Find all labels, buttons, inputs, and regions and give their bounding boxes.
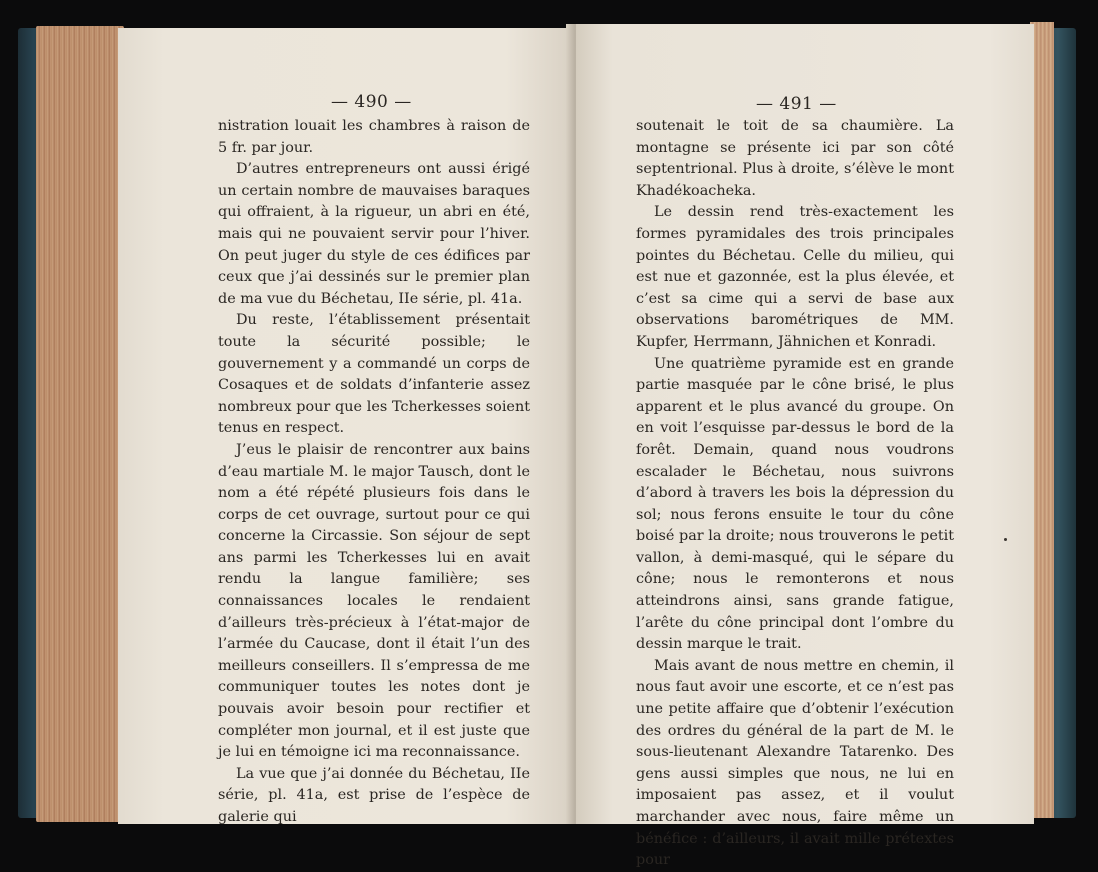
left-page-text <box>218 116 530 829</box>
left-page-number: — 490 — <box>331 92 412 112</box>
right-paragraph: soutenait le toit de sa chaumière. La montagne se présente ici par son côté septentrional. Plus à droite, s’élève le mont Khadékoacheka. <box>636 118 954 199</box>
right-paragraph: Mais avant de nous mettre en chemin, il nous faut avoir une escorte, et ce n’est pas une petite affaire que d’obtenir l’exécution des ordres du général de la part de M. le sous-lieutenant Alexandre Tatarenko. Des gens aussi simples que nous, ne lui en imposaient pas assez, et il voulut marchander avec nous, faire même un bénéfice : d’ailleurs, il avait mille prétextes pour <box>636 657 954 869</box>
left-paragraph: La vue que j’ai donnée du Béchetau, IIe série, pl. 41a, est prise de l’espèce de galerie qui <box>218 765 530 825</box>
page-edges-left <box>36 26 124 822</box>
right-page-text <box>636 116 954 872</box>
left-paragraph: D’autres entrepreneurs ont aussi érigé un certain nombre de mauvaises baraques qui offraient, à la rigueur, un abri en été, mais qui ne pouvaient servir pour l’hiver. On peut juger du style de ces édifices par ceux que j’ai dessinés sur le premier plan de ma vue du Béchetau, IIe série, pl. 41a. <box>218 161 530 307</box>
right-paragraph: Une quatrième pyramide est en grande partie masquée par le cône brisé, le plus apparent et le plus avancé du groupe. On en voit l’esquisse par-dessus le bord de la forêt. Demain, quand nous voudrons escalader le Béchetau, nous suivrons d’abord à travers les bois la dépression du sol; nous ferons ensuite le tour du cône boisé par la droite; nous trouverons le petit vallon, à demi-masqué, qui le sépare du cône; nous le remonterons et nous atteindrons ainsi, sans grande fatigue, l’arête du cône principal dont l’ombre du dessin marque le trait. <box>636 355 954 653</box>
right-paragraph: Le dessin rend très-exactement les formes pyramidales des trois principales pointes du Béchetau. Celle du milieu, qui est nue et gazonnée, est la plus élevée, et c’est sa cime qui a servi de base aux observations barométriques de MM. Kupfer, Herrmann, Jähnichen et Konradi. <box>636 204 954 350</box>
left-page <box>118 28 574 824</box>
left-paragraph: Du reste, l’établissement présentait toute la sécurité possible; le gouvernement y a commandé un corps de Cosaques et de soldats d’infanterie assez nombreux pour que les Tcherkesses soient tenus en respect. <box>218 312 530 437</box>
left-paragraph: J’eus le plaisir de rencontrer aux bains d’eau martiale M. le major Tausch, dont le nom a été répété plusieurs fois dans le corps de cet ouvrage, surtout pour ce qui concerne la Circassie. Son séjour de sept ans parmi les Tcherkesses lui en avait rendu la langue familière; ses connaissances locales le rendaient d’ailleurs très-précieux à l’état-major de l’armée du Caucase, dont il était l’un des meilleurs conseillers. Il s’empressa de me communiquer toutes les notes dont je pouvais avoir besoin pour rectifier et compléter mon journal, et il est juste que je lui en témoigne ici ma reconnaissance. <box>218 441 530 761</box>
left-paragraph: nistration louait les chambres à raison de 5 fr. par jour. <box>218 118 530 156</box>
right-page <box>576 24 1034 869</box>
right-page-number: — 491 — <box>756 94 837 114</box>
paper-speck <box>1004 538 1007 541</box>
